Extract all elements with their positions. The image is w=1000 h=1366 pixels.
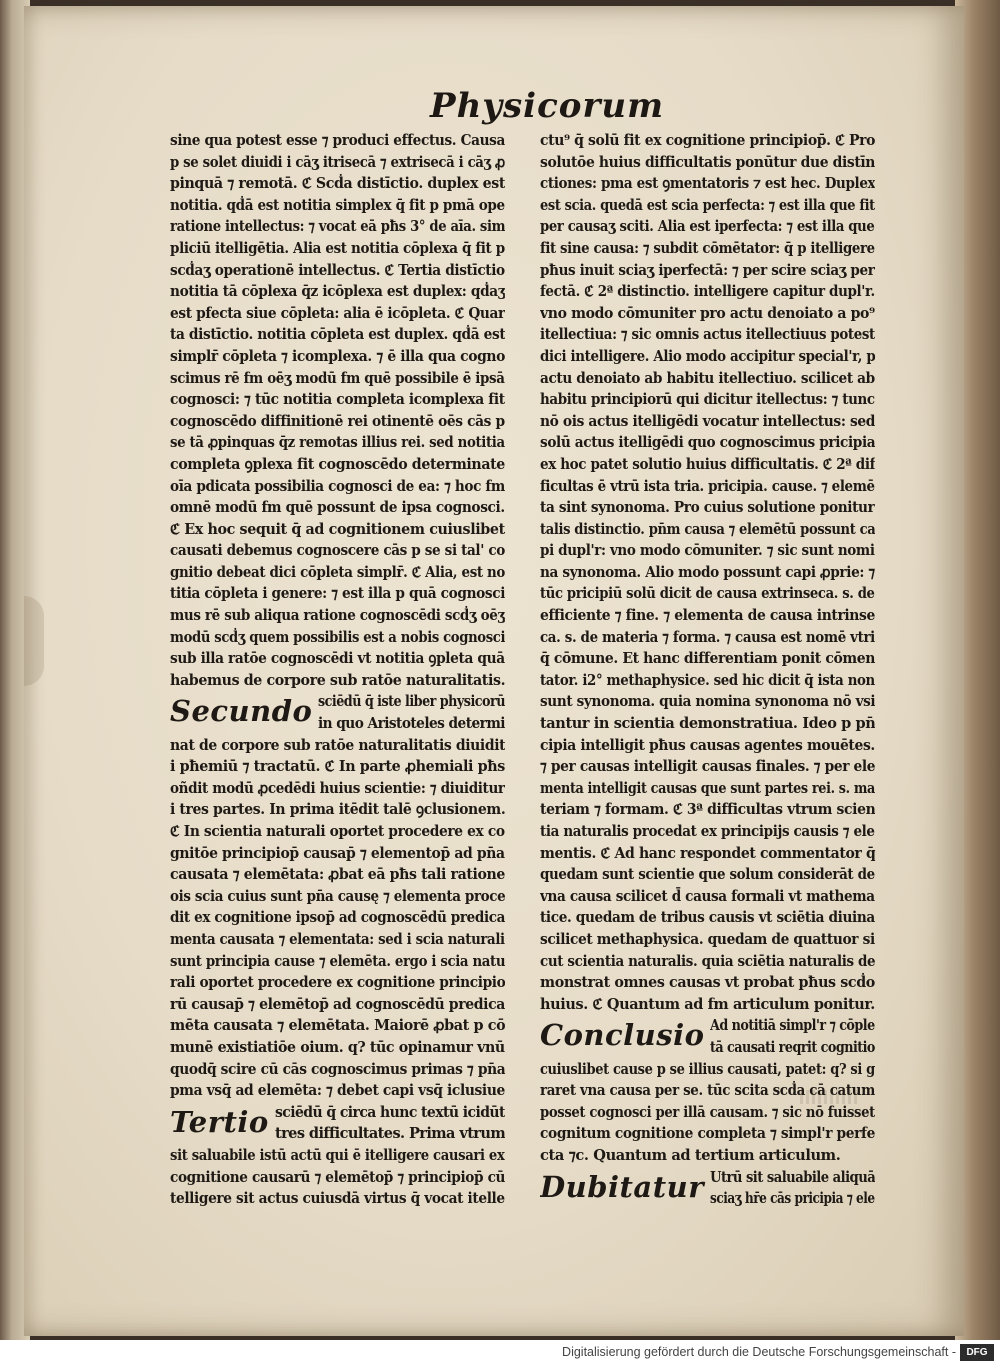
text-line: Ad notitiā simpl'r ⁊ cōple	[710, 1017, 875, 1035]
text-line: ⁊ per causas intelligit causas finales. ⁊ per ele	[540, 758, 876, 776]
text-line: munē existiatiōe oium. q? tūc opinamur vnū	[170, 1038, 505, 1056]
text-line: pinquā ⁊ remotā. ℭ Scḋa distīctio. duplex est	[170, 175, 505, 193]
text-line: cuiuslibet cause p se illius causati, patet: q? si g	[540, 1060, 875, 1078]
text-line: Utrū sit saluabile aliquā	[709, 1168, 875, 1186]
text-line: ta distīctio. notitia cōpleta est duplex. qḋā est	[170, 326, 505, 344]
text-line: est pfecta siue cōpleta: alia ē icōpleta. ℭ Quar	[170, 304, 505, 322]
text-line: scilicet methaphysica. quedam de quattuor si	[540, 930, 875, 948]
text-line: dici intelligere. Alio modo accipitur special'r, p	[540, 347, 876, 365]
text-line: est scia. quedā est scia perfecta: ⁊ est illa que fit	[540, 196, 875, 214]
page-fold	[24, 596, 44, 686]
text-line: notitia. qḋā est notitia simplex q̄ fit p pmā ope	[170, 196, 505, 214]
text-line: in quo Aristoteles determi	[318, 715, 505, 733]
text-line: tres difficultates. Prima vtrum	[274, 1125, 505, 1143]
dubitatur-block	[540, 1167, 875, 1210]
text-line: gnitōe principiop̄ causap̄ ⁊ elementop̄ ad pn̄a	[170, 844, 505, 862]
text-line: ctiones: pma est ꝯmentatoris ⁊ est hec. Duplex	[540, 175, 875, 193]
text-line: titia cōpleta i genere: ⁊ est illa p quā cognosci	[170, 585, 505, 603]
text-line: huius. ℭ Quantum ad fm articulum ponitur.	[540, 995, 875, 1013]
text-line: monstrat omnes causas vt probat pħus scḋo	[540, 974, 875, 992]
text-line: tice. quedam de tribus causis vt sciētia diuina	[540, 909, 875, 927]
left-column	[170, 130, 505, 1210]
text-line: mus rē sub aliqua ratione cognoscēdi scḋʒ oēʒ	[170, 607, 505, 625]
text-line: pħus inuit sciaʒ iperfectā: ⁊ per scire sciaʒ per	[540, 261, 875, 279]
tertio-lines	[275, 1102, 505, 1145]
text-line: tūc pricipiū solū dicit de causa extrinseca. s. de	[540, 585, 875, 603]
text-line: na synonoma. Alio modo possunt capi ꝓprie: ⁊	[540, 563, 875, 581]
text-line: ratione intellectus: ⁊ vocat eā pħs 3° de aīa. sim	[170, 218, 506, 236]
tertio-block	[170, 1102, 505, 1145]
text-line: oīa pdicata possibilia cognosci de ea: ⁊ hoc fm	[170, 477, 505, 495]
text-line: p se solet diuidi i cāʒ itrisecā ⁊ extrisecā i cāʒ ꝓ	[170, 153, 505, 171]
text-line: cognitione causarū ⁊ elemētop̄ ⁊ principiop̄ cū	[170, 1168, 506, 1186]
dfg-logo: DFG	[960, 1344, 994, 1361]
text-line: per causaʒ sciti. Alia est iperfecta: ⁊ est illa que	[540, 218, 875, 236]
text-line: vna causa scilicet d̄ causa formali vt mathema	[540, 887, 875, 905]
text-line: tator. i2° methaphysice. sed hic dicit q̄ ista non	[540, 671, 875, 689]
secundo-lines	[318, 691, 505, 734]
text-line: cipia intelligit pħus causas agentes mouētes.	[540, 736, 875, 754]
text-line: solū actus itelligēdi quo cognoscimus pricipia	[540, 434, 876, 452]
text-line: ex hoc patet solutio huius difficultatis. ℭ 2ª dif	[540, 455, 875, 473]
text-line: menta intelligit causas que sunt partes rei. s. ma	[540, 779, 876, 797]
text-line: habitu principiorū qui dicitur itellectus: ⁊ tunc	[540, 391, 875, 409]
text-line: habemus de corpore sub ratōe naturalitatis.	[170, 671, 506, 689]
right-column	[540, 130, 875, 1210]
text-line: sub illa ratōe cognoscēdi vt notitia ꝯpleta quā	[170, 650, 505, 668]
text-line: causati debemus cognoscere cās p se si tal' co	[170, 542, 505, 560]
text-line: pi dupl'r: vno modo cōmuniter. ⁊ sic sunt nomi	[540, 542, 875, 560]
text-line: raret vna causa per se. tūc scita scḋa cā catum	[540, 1082, 875, 1100]
text-line: sciaʒ hr̄e cās pricipia ⁊ ele	[709, 1190, 875, 1208]
text-line: ℭ In scientia naturali oportet procedere ex co	[170, 823, 505, 840]
text-line: rū causap̄ ⁊ elemētop̄ ad cognoscēdū predica	[170, 995, 505, 1013]
text-line: i pħemiū ⁊ tractatū. ℭ In parte ꝓhemiali pħs	[170, 758, 505, 776]
text-line: teriam ⁊ formam. ℭ 3ª difficultas vtrum scien	[540, 801, 875, 819]
text-line: tā causati reqrit cognitio	[710, 1038, 875, 1056]
text-line: mēta causata ⁊ elemētata. Maiorē ꝓbat p cō	[170, 1017, 505, 1035]
text-line: tantur in scientia demonstratiua. Ideo p pn̄	[540, 715, 875, 733]
text-line: sit saluabile istū actū qui ē itelligere causari ex	[170, 1146, 505, 1164]
text-line: omnē modū fm quē possunt de ipsa cognosci.	[170, 499, 505, 517]
text-line: actu denoiato ab habitu itellectiuo. scilicet ab	[540, 369, 875, 387]
text-line: oñdit modū ꝓcedēdi huius scientie: ⁊ diuiditur	[170, 779, 505, 797]
text-line: gnitio debeat dici cōpleta simplr̄. ℭ Alia, est no	[170, 563, 505, 581]
text-line: talis distinctio. pn̄m causa ⁊ elemētū possunt ca	[540, 520, 875, 538]
text-line: q̄ cōmune. Et hanc differentiam ponit cōmen	[540, 650, 875, 668]
text-line: tia naturalis procedat ex principijs causis ⁊ ele	[540, 823, 875, 840]
dubitatur-lines	[710, 1167, 875, 1210]
text-line: scimus rē fm oēʒ modū fm quē possibile ē ipsā	[170, 369, 505, 387]
text-line: sunt principia cause ⁊ elemēta. ergo i scia natu	[170, 952, 506, 970]
text-line: se tā ꝓpinquas q̄z remotas illius rei. sed notitia	[170, 434, 505, 452]
text-line: ℭ Ex hoc sequit q̄ ad cognitionem cuiuslibet	[170, 520, 505, 538]
text-line: ficultas ē vtrū ista tria. pricipia. cause. ⁊ elemē	[540, 477, 875, 495]
text-line: cognitum cognitione completa ⁊ simpl'r perfe	[540, 1125, 876, 1143]
text-line: cognoscēdo diffinitionē rei otinentē oēs cās p	[170, 412, 505, 430]
text-line: mentis. ℭ Ad hanc respondet commentator q̄	[540, 844, 876, 862]
text-line: nat de corpore sub ratōe naturalitatis diuidit	[170, 736, 505, 754]
footer-bar	[0, 1340, 1000, 1366]
secundo-block	[170, 691, 505, 734]
text-line: itellectiua: ⁊ sic omnis actus itellectiuus potest	[540, 326, 875, 344]
text-line: sciēdū q̄ iste liber physicorū	[318, 693, 505, 711]
text-line: cut scientia naturalis. quia sciētia naturalis de	[540, 952, 876, 970]
dubitatur-heading: Dubitatur	[540, 1169, 704, 1204]
text-line: posset cognosci per illā causam. ⁊ sic nō fuisset	[540, 1103, 875, 1121]
text-line: sine qua potest esse ⁊ produci effectus. Causa	[170, 132, 505, 149]
text-line: ta sint synonoma. Pro cuius solutione ponitur	[540, 499, 875, 517]
text-line: quedam sunt scientie que solum considerāt de	[540, 866, 875, 884]
secundo-heading: Secundo	[170, 694, 313, 729]
text-line: sunt synonoma. quia nomina synonoma nō vsi	[540, 693, 875, 711]
conclusio-lines	[710, 1015, 875, 1058]
running-head: Physicorum	[430, 86, 665, 126]
text-line: pma vsq̄ ad elemēta: ⁊ debet capi vsq̄ iclusiue	[170, 1082, 505, 1100]
text-line: modū scḋʒ quem possibilis est a nobis cognosci	[170, 628, 506, 646]
text-line: fectā. ℭ 2ª distinctio. intelligere capitur dupl'r.	[540, 283, 875, 301]
conclusio-heading: Conclusio	[540, 1018, 705, 1053]
tertio-heading: Tertio	[170, 1104, 269, 1139]
text-line: vno modo cōmuniter pro actu denoiato a po⁹	[540, 304, 875, 322]
text-line: scḋaʒ operationē intellectus. ℭ Tertia distīctio	[170, 261, 505, 279]
bleed-through-text	[800, 1090, 860, 1104]
text-line: notitia tā cōplexa q̄z icōplexa est duplex: qḋaʒ	[170, 283, 505, 301]
text-line: cta ⁊c. Quantum ad tertium articulum.	[540, 1146, 841, 1164]
text-line: simplr̄ cōpleta ⁊ icomplexa. ⁊ ē illa qua cogno	[170, 347, 506, 365]
text-line: causata ⁊ elemētata: ꝓbat eā pħs tali ratione	[170, 866, 505, 884]
text-line: completa ꝯplexa fit cognoscēdo determinate	[170, 455, 505, 473]
footer-credit: Digitalisierung gefördert durch die Deutsche Forschungsgemeinschaft -	[562, 1345, 956, 1359]
conclusio-block	[540, 1015, 875, 1058]
text-line: cognosci: ⁊ tūc notitia completa icomplexa fit	[170, 391, 505, 409]
text-line: fit sine causa: ⁊ subdit cōmētator: q̄ p itelligere	[540, 239, 875, 257]
text-line: menta causata ⁊ elementata: sed i scia naturali	[170, 930, 505, 948]
text-line: ctu⁹ q̄ solū fit ex cognitione principiop̄. ℭ Pro	[540, 132, 875, 149]
text-line: ois scia cuius sunt pn̄a causę ⁊ elementa proce	[170, 887, 506, 905]
text-line: nō ois actus itelligēdi vocatur intellectus: sed	[540, 412, 875, 430]
text-line: sciēdū q̄ circa hunc textū icidūt	[274, 1103, 505, 1121]
text-line: efficiente ⁊ fine. ⁊ elementa de causa intrinse	[540, 607, 875, 625]
text-line: solutōe huius difficultatis ponūtur due distīn	[540, 153, 875, 171]
text-line: rali oportet procedere ex cognitione principio	[170, 974, 505, 992]
text-line: pliciū itelligētia. Alia est notitia cōplexa q̄ fit p	[170, 239, 505, 257]
text-line: telligere sit actus cuiusdā virtus q̄ vocat itelle	[170, 1190, 505, 1208]
text-line: quodq̄ scire cū cās cognoscimus primas ⁊ pn̄a	[170, 1060, 506, 1078]
text-line: i tres partes. In prima itēdit talē ꝯclusionem.	[170, 801, 506, 819]
text-line: dit ex cognitione ipsop̄ ad cognoscēdū predica	[170, 909, 506, 927]
text-line: ca. s. de materia ⁊ forma. ⁊ causa est nomē vtri	[540, 628, 875, 646]
